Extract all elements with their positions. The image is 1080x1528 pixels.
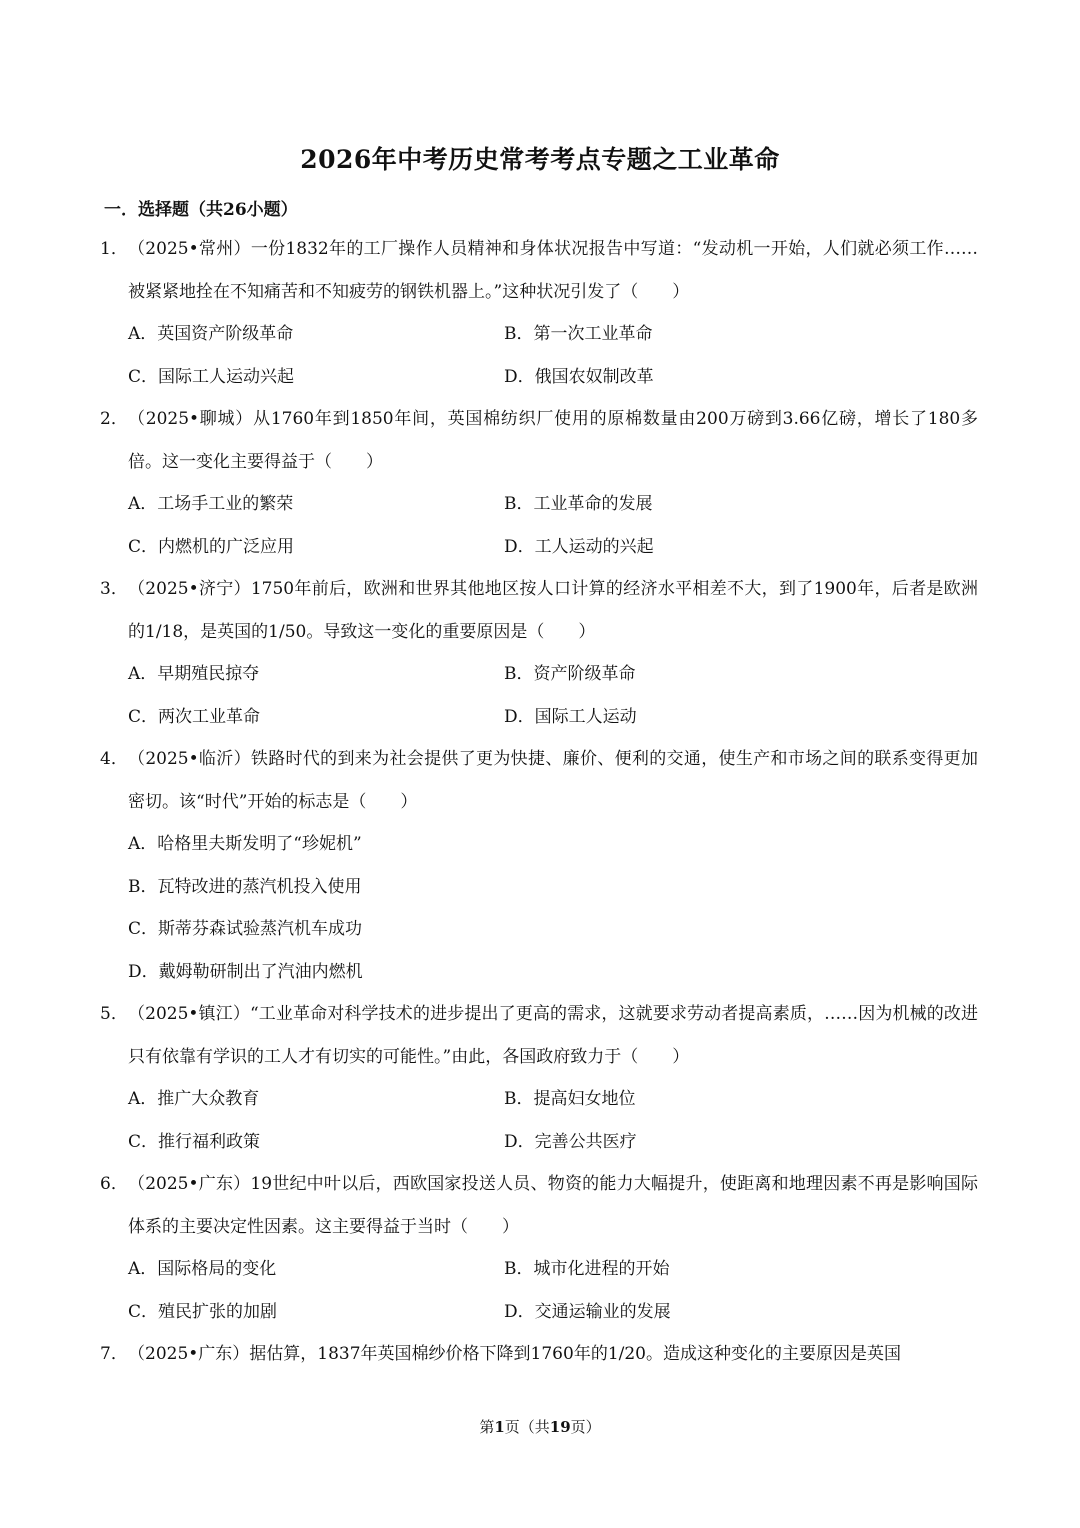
question-list xyxy=(100,228,978,1376)
answer-option[interactable]: A．推广大众教育 xyxy=(128,1089,260,1109)
answer-option[interactable]: A．早期殖民掠夺 xyxy=(128,664,260,684)
answer-option[interactable]: D．完善公共医疗 xyxy=(504,1131,637,1152)
answer-option[interactable]: B．瓦特改进的蒸汽机投入使用 xyxy=(128,876,362,897)
question-stem xyxy=(100,993,978,1078)
document-title: 2026年中考历史常考考点专题之工业革命 xyxy=(300,145,780,174)
answer-option[interactable]: B．资产阶级革命 xyxy=(504,664,636,684)
answer-option[interactable]: A．工场手工业的繁荣 xyxy=(128,494,294,514)
question-stem xyxy=(100,738,978,823)
answer-option[interactable]: B．城市化进程的开始 xyxy=(504,1259,670,1279)
answer-options xyxy=(100,823,978,993)
current-page-number: 1 xyxy=(494,1418,505,1436)
question-text: （2025•广东）据估算，1837年英国棉纱价格下降到1760年的1/20。造成这种变化的主要原因是英国 xyxy=(128,1344,901,1364)
answer-option[interactable]: A．哈格里夫斯发明了“珍妮机” xyxy=(128,834,362,854)
question-item xyxy=(100,1163,978,1333)
question-item xyxy=(100,568,978,738)
answer-options xyxy=(100,1248,978,1333)
question-stem xyxy=(100,1163,978,1248)
answer-options xyxy=(100,1078,978,1163)
question-text: （2025•临沂）铁路时代的到来为社会提供了更为快捷、廉价、便利的交通，使生产和市场之间的联系变得更加密切。该“时代”开始的标志是（ ） xyxy=(128,749,978,812)
answer-options xyxy=(100,483,978,568)
answer-option[interactable]: D．俄国农奴制改革 xyxy=(504,366,654,387)
question-text: （2025•聊城）从1760年到1850年间，英国棉纺织厂使用的原棉数量由200万磅到3.66亿磅，增长了180多倍。这一变化主要得益于（ ） xyxy=(128,409,978,472)
question-stem xyxy=(100,398,978,483)
answer-option[interactable]: C．国际工人运动兴起 xyxy=(128,366,295,387)
question-text: （2025•广东）19世纪中叶以后，西欧国家投送人员、物资的能力大幅提升，使距离和地理因素不再是影响国际体系的主要决定性因素。这主要得益于当时（ ） xyxy=(128,1174,978,1237)
answer-options xyxy=(100,653,978,738)
answer-option[interactable]: C．推行福利政策 xyxy=(128,1131,261,1152)
answer-option[interactable]: C．内燃机的广泛应用 xyxy=(128,536,295,557)
question-stem xyxy=(100,1333,978,1376)
question-number: 6． xyxy=(100,1174,128,1194)
question-item xyxy=(100,1333,978,1376)
question-stem xyxy=(100,228,978,313)
answer-option[interactable]: A．英国资产阶级革命 xyxy=(128,324,294,344)
page-footer xyxy=(0,1416,1080,1437)
question-number: 7． xyxy=(100,1344,128,1364)
answer-option[interactable]: D．戴姆勒研制出了汽油内燃机 xyxy=(128,961,363,982)
answer-option[interactable]: B．提高妇女地位 xyxy=(504,1089,636,1109)
footer-prefix: 第 xyxy=(479,1418,495,1436)
question-stem xyxy=(100,568,978,653)
footer-suffix: 页） xyxy=(570,1418,601,1436)
question-text: （2025•常州）一份1832年的工厂操作人员精神和身体状况报告中写道：“发动机一开始，人们就必须工作……被紧紧地拴在不知痛苦和不知疲劳的钢铁机器上。”这种状况引发了（ ） xyxy=(128,239,978,302)
answer-option[interactable]: D．工人运动的兴起 xyxy=(504,536,654,557)
answer-option[interactable]: B．第一次工业革命 xyxy=(504,324,653,344)
answer-option[interactable]: A．国际格局的变化 xyxy=(128,1259,277,1279)
question-number: 2． xyxy=(100,409,128,429)
answer-option[interactable]: D．交通运输业的发展 xyxy=(504,1301,671,1322)
question-number: 3． xyxy=(100,579,128,599)
question-item xyxy=(100,228,978,398)
question-number: 1． xyxy=(100,239,128,259)
answer-options xyxy=(100,313,978,398)
question-text: （2025•镇江）“工业革命对科学技术的进步提出了更高的需求，这就要求劳动者提高素质，……因为机械的改进只有依靠有学识的工人才有切实的可能性。”由此，各国政府致力于（ ） xyxy=(128,1004,978,1067)
footer-middle: 页（共 xyxy=(504,1418,550,1436)
answer-option[interactable]: D．国际工人运动 xyxy=(504,706,637,727)
question-number: 4． xyxy=(100,749,128,769)
answer-option[interactable]: C．斯蒂芬森试验蒸汽机车成功 xyxy=(128,919,363,939)
answer-option[interactable]: C．两次工业革命 xyxy=(128,706,261,727)
question-number: 5． xyxy=(100,1004,128,1024)
question-item xyxy=(100,738,978,993)
question-item xyxy=(100,398,978,568)
total-page-count: 19 xyxy=(549,1418,571,1436)
question-item xyxy=(100,993,978,1163)
answer-option[interactable]: B．工业革命的发展 xyxy=(504,494,653,514)
question-text: （2025•济宁）1750年前后，欧洲和世界其他地区按人口计算的经济水平相差不大，到了1900年，后者是欧洲的1/18，是英国的1/50。导致这一变化的重要原因是（ ） xyxy=(128,579,978,642)
answer-option[interactable]: C．殖民扩张的加剧 xyxy=(128,1301,278,1322)
section-title: 一．选择题（共26小题） xyxy=(104,200,298,220)
